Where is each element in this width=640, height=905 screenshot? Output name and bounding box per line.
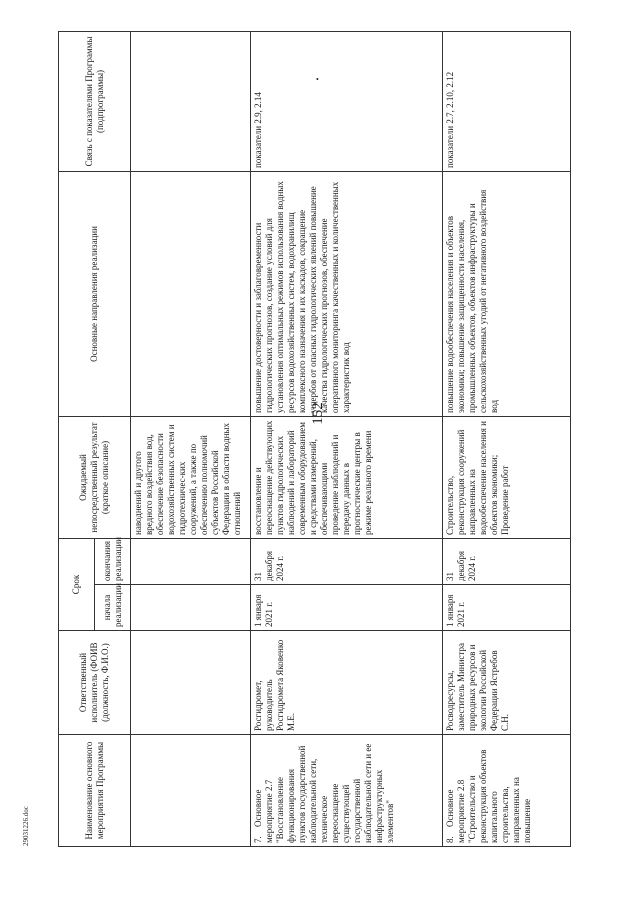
header-measure-name: Наименование основного мероприятия Программы xyxy=(59,735,131,847)
header-responsible: Ответственный исполнитель (ФОИВ (должность, Ф.И.О.) xyxy=(59,631,131,735)
cell-responsible: Росгидромет, руководитель Росгидромета Яковенко М.Е. xyxy=(251,631,443,735)
cell-responsible xyxy=(131,631,251,735)
cell-indicator-link: показатели 2.7, 2.10, 2.12 xyxy=(443,31,571,171)
header-term-start: начала реализации xyxy=(95,585,131,631)
cell-expected-result: Строительство, реконструкция сооружений направленных на водообеспечение населения и объектов экономики; Проведение работ xyxy=(443,416,571,538)
cell-term-end xyxy=(131,538,251,584)
cell-term-start: 1 января 2021 г. xyxy=(251,585,443,631)
cell-main-directions: повышение достоверности и заблаговременности гидрологических прогнозов, создание условий для установления оптимальных режимов использования водных ресурсов водохозяйственных систем, водохранилищ комплексного назначения и их каскадов, сокращение ущербов от опасных гидрологических явлений повышение качества гидрологических прогнозов, обеспечение оперативного мониторинга качественных и количественных характеристик вод xyxy=(251,171,443,416)
cell-term-end: 31 декабря 2024 г. xyxy=(443,538,571,584)
page-number: 152 xyxy=(309,402,326,425)
footer-document-code: 29031226.doc xyxy=(22,806,30,846)
cell-expected-result: наводнений и другого вредного воздействия вод, обеспечение безопасности водохозяйственных систем и гидротехничес-ких сооружений, а также по обеспечению полномочий субъектов Российской Федерации в области водных отношений xyxy=(131,416,251,538)
cell-responsible: Росводресурсы, заместитель Министра природных ресурсов и экологии Российской Федерации Ястребов С.Н. xyxy=(443,631,571,735)
cell-measure-name xyxy=(131,735,251,847)
rotated-table-container xyxy=(58,32,613,847)
cell-expected-result: восстановление и переоснащение действующих пунктов гидрологических наблюдений и лабораторий современным оборудованием и средствами измерений, обеспечивающими проведение наблюдений и передачу данных в прогностические центры в режиме реального времени xyxy=(251,416,443,538)
header-expected-result: Ожидаемый непосредственный результат (краткое описание) xyxy=(59,416,131,538)
header-main-directions: Основные направления реализации xyxy=(59,171,131,416)
cell-measure-name: 8.Основное мероприятие 2.8 "Строительство и реконструкция объектов капитального строительства, направленных на повышение xyxy=(443,735,571,847)
stray-mark: • xyxy=(316,75,319,84)
header-term-end: окончания реализации xyxy=(95,538,131,584)
cell-indicator-link: показатели 2.9, 2.14 xyxy=(251,31,443,171)
table-row xyxy=(131,31,251,846)
cell-measure-name: 7.Основное мероприятие 2.7 "Восстановление функционирования пунктов государственной наблюдательной сети, техническое переоснащение существующей государственной наблюдательной сети и ее инфраструктурных элементов" xyxy=(251,735,443,847)
cell-term-start: 1 января 2021 г. xyxy=(443,585,571,631)
cell-term-end: 31 декабря 2024 г. xyxy=(251,538,443,584)
table-row xyxy=(251,31,443,846)
cell-main-directions: повышение водообеспечения населения и объектов экономики; повышение защищенности населения, промышленных объектов, объектов инфраструктуры и сельскохозяйственных угодий от негативного воздействия вод xyxy=(443,171,571,416)
header-indicator-link: Связь с показателями Программы (подпрограммы) xyxy=(59,31,131,171)
table-row xyxy=(443,31,571,846)
cell-indicator-link xyxy=(131,31,251,171)
cell-main-directions xyxy=(131,171,251,416)
cell-term-start xyxy=(131,585,251,631)
program-measures-table xyxy=(58,31,571,847)
header-term: Срок xyxy=(59,538,95,630)
